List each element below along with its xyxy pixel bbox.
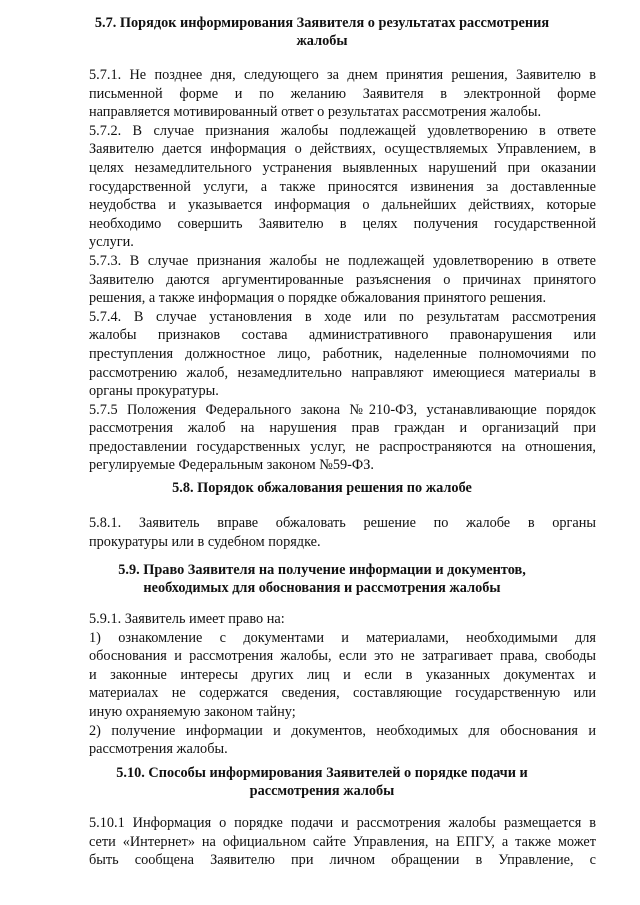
text-line: 5.10.1 Информация о порядке подачи и рассмотрения жалобы размещается в (89, 815, 596, 831)
heading-line: рассмотрения жалобы (249, 783, 395, 799)
text-line: необходимо совершить Заявителю в целях получения государственной (89, 215, 596, 232)
section-heading-5-7 (44, 14, 600, 50)
heading-line: 5.9. Право Заявителя на получение информации и документов, (118, 562, 526, 578)
heading-line: 5.7. Порядок информирования Заявителя о результатах рассмотрения (94, 15, 550, 31)
text-line: 5.7.1. Не позднее дня, следующего за днем принятия решения, Заявителю в (89, 67, 596, 83)
text-line: услуги. (89, 234, 134, 251)
text-line: материалах не содержатся сведения, составляющие государственную или (89, 685, 596, 702)
text-line: обоснования и рассмотрения жалобы, если это не затрагивает права, свободы (89, 648, 596, 665)
text-line: и законные интересы других лиц и если в указанных документах и (89, 666, 596, 683)
section-body-5-8 (89, 514, 596, 551)
section-heading-5-9 (44, 561, 600, 597)
text-line: сети «Интернет» на официальном сайте Управления, на ЕПГУ, а также может (89, 833, 596, 850)
section-body-5-7 (89, 66, 596, 475)
text-line: предоставлении государственных услуг, не распространяются на отношения, (89, 438, 596, 455)
text-line: иную охраняемую законом тайну; (89, 703, 296, 720)
section-body-5-9 (89, 610, 596, 759)
text-line: рассмотрения жалобы. (89, 741, 228, 758)
text-line: решения, а также информация о порядке обжалования принятого решения. (89, 290, 547, 307)
text-line: Заявителю даются аргументированные разъяснения о причинах принятого (89, 271, 596, 288)
text-line: 5.7.2. В случае признания жалобы подлежащей удовлетворению в ответе (89, 122, 596, 139)
text-line: регулируемые Федеральным законом №59-ФЗ. (89, 457, 374, 474)
text-line: неудобства и указывается информация о дальнейших действиях, которые (89, 197, 596, 214)
text-line: 2) получение информации и документов, необходимых для обоснования и (89, 722, 596, 739)
text-line: рассмотрения жалоб на нарушения прав граждан и организаций при (89, 420, 596, 437)
heading-line: необходимых для обоснования и рассмотрения жалобы (143, 580, 501, 596)
text-line: 5.7.4. В случае установления в ходе или по результатам рассмотрения (89, 308, 596, 325)
text-line: прокуратуры или в судебном порядке. (89, 533, 321, 550)
text-line: государственной услуги, а также приносятся извинения за доставленные (89, 178, 596, 195)
section-heading-5-10 (44, 764, 600, 800)
text-line: 5.9.1. Заявитель имеет право на: (89, 611, 285, 627)
text-line: целях незамедлительного устранения выявленных нарушений при оказании (89, 159, 596, 176)
text-line: рассмотрению жалоб, незамедлительно направляют имеющиеся материалы в (89, 364, 596, 381)
heading-line: жалобы (296, 33, 348, 49)
heading-line: 5.8. Порядок обжалования решения по жалобе (172, 480, 472, 496)
text-line: жалобы признаков состава административного правонарушения или (89, 327, 596, 344)
section-heading-5-8 (44, 479, 600, 497)
heading-line: 5.10. Способы информирования Заявителей о порядке подачи и (116, 765, 528, 781)
text-line: 1) ознакомление с документами и материалами, необходимыми для (89, 629, 596, 646)
text-line: преступления должностное лицо, работник, наделенные полномочиями по (89, 345, 596, 362)
text-line: органы прокуратуры. (89, 383, 219, 400)
text-line: письменной форме и по желанию Заявителя в электронной форме (89, 85, 596, 102)
section-body-5-10 (89, 814, 596, 870)
text-line: направляется мотивированный ответ о результатах рассмотрения жалобы. (89, 104, 542, 121)
text-line: 5.7.3. В случае признания жалобы не подлежащей удовлетворению в ответе (89, 252, 596, 269)
text-line: быть сообщена Заявителю при личном обращении в Управление, с (89, 852, 596, 869)
text-line: 5.8.1. Заявитель вправе обжаловать решение по жалобе в органы (89, 515, 596, 531)
text-line: Заявителю дается информация о действиях, осуществляемых Управлением, в (89, 141, 596, 158)
text-line: 5.7.5 Положения Федерального закона №210-ФЗ, устанавливающие порядок (89, 401, 596, 418)
